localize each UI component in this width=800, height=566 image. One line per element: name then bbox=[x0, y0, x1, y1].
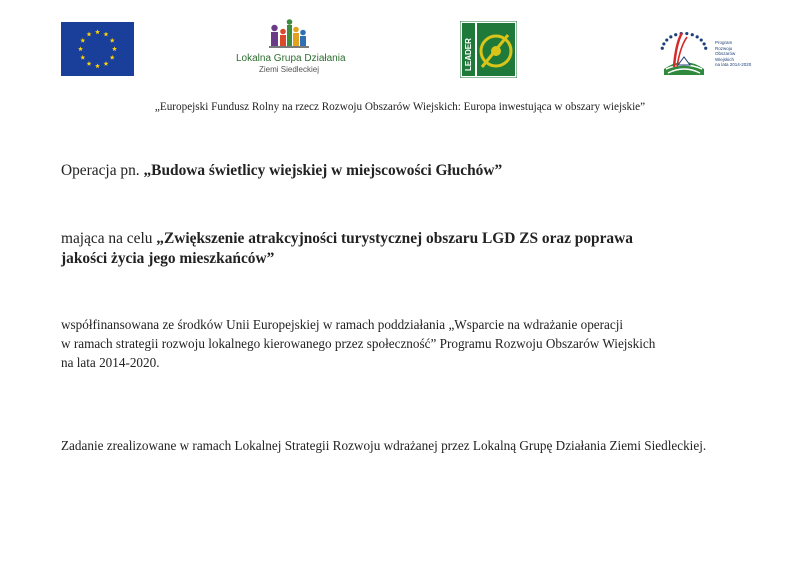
fund-line: „Europejski Fundusz Rolny na rzecz Rozwoju Obszarów Wiejskich: Europa inwestująca w obszary wiejskie” bbox=[154, 101, 646, 113]
operation-name: „Budowa świetlicy wiejskiej w miejscowości Głuchów” bbox=[143, 162, 503, 179]
task-text: Zadanie zrealizowane w ramach Lokalnej Strategii Rozwoju wdrażanej przez Lokalną Grupę Działania Ziemi Siedleckiej. bbox=[61, 438, 707, 453]
cofinancing-text bbox=[61, 315, 781, 372]
leader-logo bbox=[460, 21, 517, 78]
prow-line: na lata 2014-2020 bbox=[715, 62, 752, 68]
eu-flag-icon bbox=[61, 22, 134, 76]
lgd-subtitle: Ziemi Siedleckiej bbox=[258, 65, 320, 74]
leader-word: LEADER bbox=[464, 38, 473, 71]
prow-star-icon bbox=[704, 47, 707, 50]
prow-star-icon bbox=[674, 33, 677, 36]
prow-star-icon bbox=[696, 35, 699, 38]
prow-star-icon bbox=[662, 42, 665, 45]
prow-logo bbox=[654, 25, 752, 79]
goal-block bbox=[61, 229, 781, 269]
cofinancing-body: współfinansowana ze środków Unii Europejskiej w ramach poddziałania „Wsparcie na wdrażanie operacji w ramach strategii rozwoju lokalnego kierowanego przez społeczność” Programu Rozwoju Obszarów Wiejskich na lata 2014-2020. bbox=[61, 317, 656, 370]
prow-line: Obszarów bbox=[715, 51, 736, 57]
prow-star-icon bbox=[700, 38, 703, 41]
prow-star-icon bbox=[703, 42, 706, 45]
goal-text: „Zwiększenie atrakcyjności turystycznej obszaru LGD ZS oraz poprawa jakości życia jego mieszkańców” bbox=[61, 230, 633, 267]
prow-star-icon bbox=[669, 35, 672, 38]
prow-star-icon bbox=[685, 32, 688, 35]
goal-prefix: mająca na celu bbox=[61, 230, 157, 247]
prow-line: Program bbox=[715, 40, 733, 45]
prow-star-icon bbox=[661, 47, 664, 50]
prow-line: Wiejskich bbox=[715, 56, 735, 62]
lgd-name: Lokalna Grupa Działania bbox=[236, 53, 346, 64]
prow-text bbox=[715, 40, 751, 68]
operation-line bbox=[61, 162, 502, 180]
eu-flag-logo bbox=[61, 22, 134, 76]
prow-emblem-icon bbox=[654, 25, 714, 79]
prow-star-icon bbox=[665, 38, 668, 41]
operation-prefix: Operacja pn. bbox=[61, 162, 144, 179]
prow-line: Rozwoju bbox=[715, 45, 733, 51]
lgd-logo bbox=[236, 18, 346, 80]
leader-icon bbox=[460, 21, 517, 78]
lgd-figures-icon bbox=[267, 18, 311, 52]
prow-star-icon bbox=[691, 33, 694, 36]
